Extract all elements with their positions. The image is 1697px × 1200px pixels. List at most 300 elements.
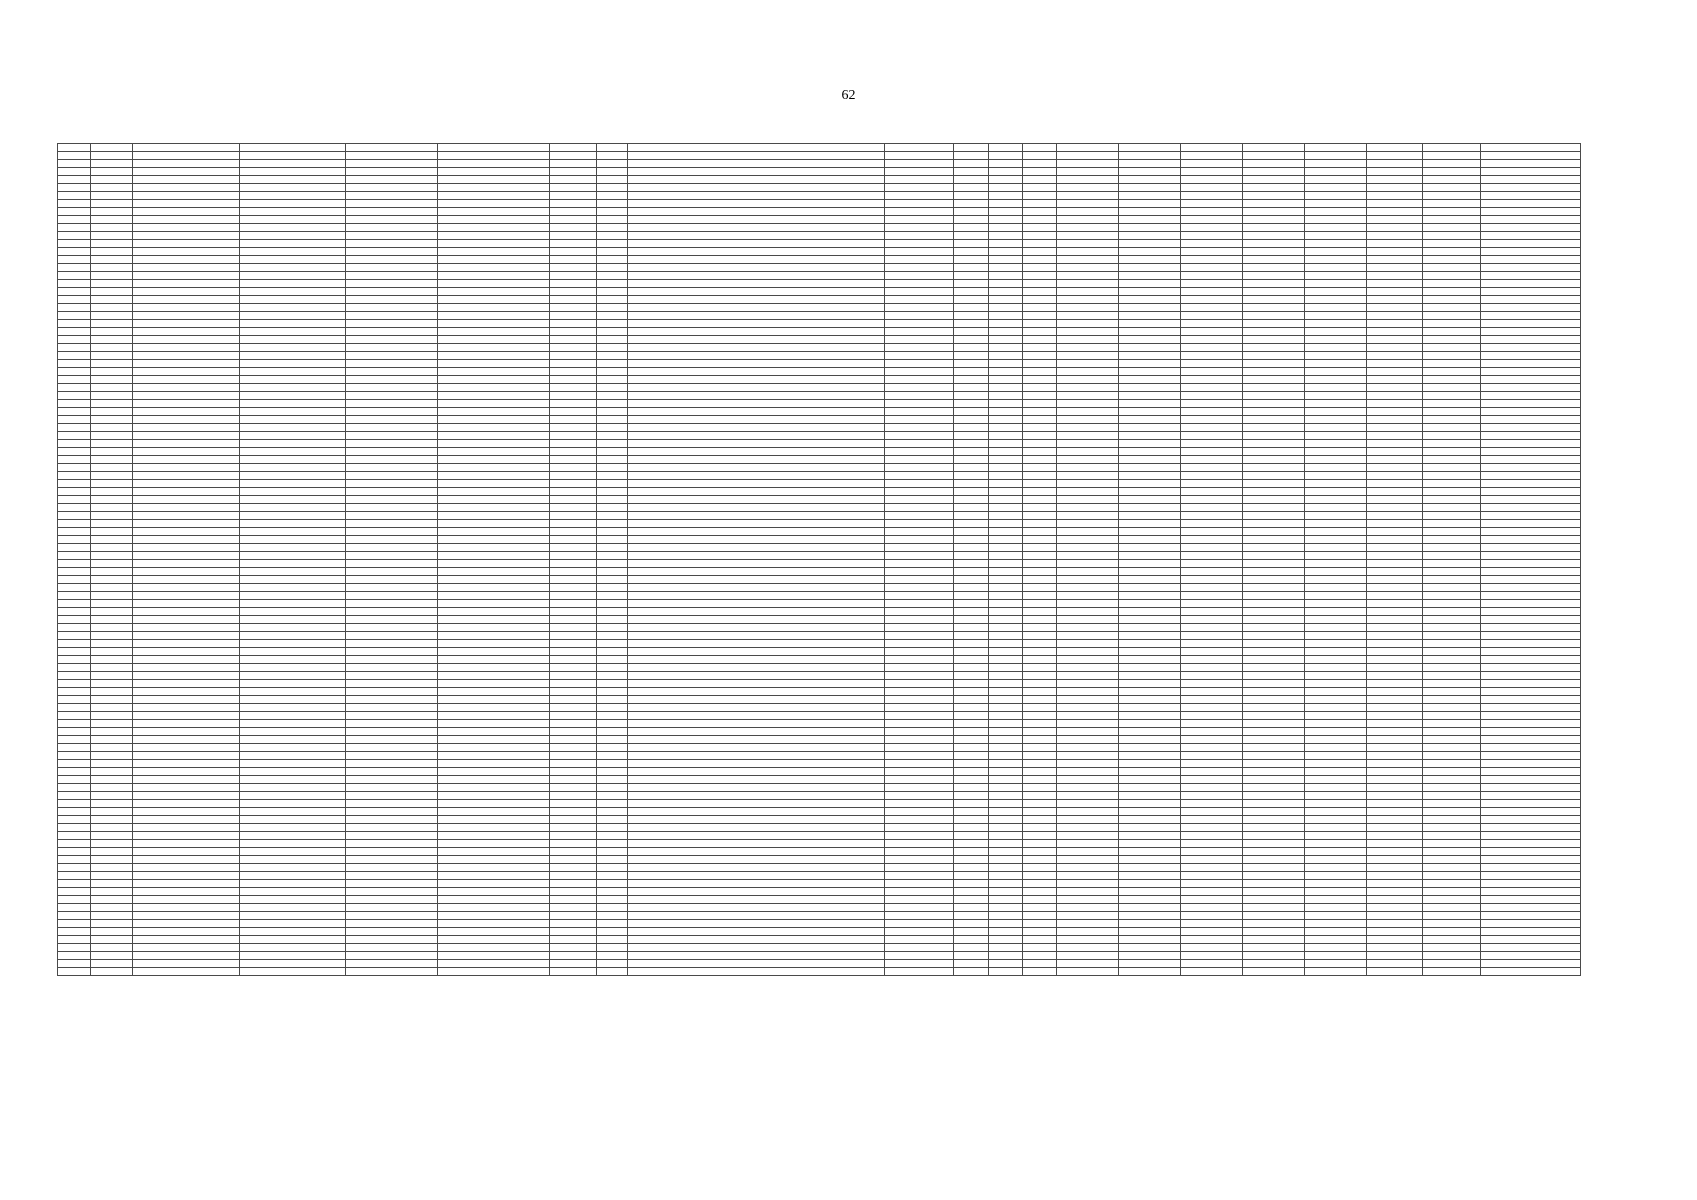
table-cell	[550, 704, 597, 712]
table-cell	[1367, 376, 1423, 384]
table-cell	[597, 584, 628, 592]
table-cell	[989, 896, 1023, 904]
table-cell	[1243, 760, 1305, 768]
table-cell	[1481, 376, 1581, 384]
table-cell	[240, 800, 346, 808]
table-cell	[1181, 296, 1243, 304]
table-cell	[1181, 968, 1243, 976]
table-cell	[628, 496, 885, 504]
table-cell	[1023, 344, 1057, 352]
table-cell	[954, 896, 989, 904]
table-cell	[133, 248, 240, 256]
table-cell	[1057, 304, 1119, 312]
table-cell	[1057, 720, 1119, 728]
table-cell	[597, 840, 628, 848]
table-cell	[1119, 272, 1181, 280]
table-cell	[597, 960, 628, 968]
table-cell	[597, 144, 628, 152]
table-cell	[438, 336, 550, 344]
table-row	[58, 720, 1581, 728]
table-cell	[1367, 440, 1423, 448]
table-cell	[550, 232, 597, 240]
table-cell	[1243, 480, 1305, 488]
table-cell	[346, 712, 438, 720]
table-cell	[58, 896, 91, 904]
table-cell	[91, 776, 133, 784]
table-cell	[1119, 728, 1181, 736]
table-cell	[1119, 464, 1181, 472]
table-cell	[91, 584, 133, 592]
table-cell	[954, 344, 989, 352]
table-cell	[240, 824, 346, 832]
table-cell	[1481, 152, 1581, 160]
table-cell	[1243, 944, 1305, 952]
table-cell	[1057, 952, 1119, 960]
table-cell	[1057, 824, 1119, 832]
table-cell	[989, 680, 1023, 688]
table-cell	[1181, 528, 1243, 536]
table-cell	[58, 848, 91, 856]
table-cell	[1423, 640, 1481, 648]
table-cell	[438, 448, 550, 456]
table-cell	[1305, 840, 1367, 848]
table-cell	[240, 936, 346, 944]
table-cell	[1243, 656, 1305, 664]
table-cell	[1057, 208, 1119, 216]
table-cell	[989, 208, 1023, 216]
table-cell	[1243, 232, 1305, 240]
table-row	[58, 280, 1581, 288]
table-cell	[1023, 576, 1057, 584]
table-cell	[438, 968, 550, 976]
table-row	[58, 840, 1581, 848]
table-cell	[91, 848, 133, 856]
table-cell	[1181, 152, 1243, 160]
table-cell	[989, 808, 1023, 816]
table-row	[58, 400, 1581, 408]
table-cell	[58, 344, 91, 352]
table-cell	[438, 832, 550, 840]
table-cell	[954, 840, 989, 848]
table-cell	[91, 656, 133, 664]
table-cell	[133, 632, 240, 640]
table-cell	[346, 488, 438, 496]
table-cell	[628, 232, 885, 240]
table-cell	[58, 600, 91, 608]
table-row	[58, 920, 1581, 928]
table-cell	[346, 432, 438, 440]
table-cell	[1181, 232, 1243, 240]
table-cell	[954, 568, 989, 576]
table-cell	[1481, 264, 1581, 272]
table-cell	[1057, 456, 1119, 464]
table-cell	[1023, 640, 1057, 648]
table-cell	[1181, 288, 1243, 296]
table-cell	[91, 888, 133, 896]
table-cell	[438, 176, 550, 184]
table-cell	[58, 536, 91, 544]
table-cell	[1023, 872, 1057, 880]
table-cell	[133, 328, 240, 336]
table-cell	[628, 968, 885, 976]
table-cell	[346, 424, 438, 432]
table-cell	[438, 616, 550, 624]
table-cell	[91, 424, 133, 432]
table-cell	[550, 792, 597, 800]
table-cell	[240, 808, 346, 816]
table-cell	[1023, 496, 1057, 504]
table-cell	[1243, 536, 1305, 544]
table-cell	[1481, 312, 1581, 320]
table-cell	[1057, 568, 1119, 576]
table-cell	[954, 864, 989, 872]
table-cell	[1119, 432, 1181, 440]
table-cell	[1481, 872, 1581, 880]
table-cell	[1023, 368, 1057, 376]
table-cell	[1023, 560, 1057, 568]
table-cell	[885, 736, 954, 744]
table-cell	[91, 624, 133, 632]
table-cell	[1057, 528, 1119, 536]
table-cell	[240, 368, 346, 376]
table-cell	[1119, 408, 1181, 416]
table-cell	[1119, 528, 1181, 536]
table-cell	[954, 928, 989, 936]
table-cell	[1057, 144, 1119, 152]
table-cell	[240, 392, 346, 400]
table-cell	[954, 456, 989, 464]
table-cell	[954, 368, 989, 376]
table-cell	[58, 936, 91, 944]
table-cell	[550, 192, 597, 200]
table-cell	[1423, 424, 1481, 432]
table-cell	[133, 920, 240, 928]
table-cell	[1023, 440, 1057, 448]
table-cell	[91, 520, 133, 528]
table-cell	[954, 672, 989, 680]
table-cell	[438, 776, 550, 784]
table-cell	[1243, 176, 1305, 184]
table-cell	[1367, 552, 1423, 560]
table-cell	[1181, 760, 1243, 768]
table-cell	[628, 144, 885, 152]
table-cell	[58, 376, 91, 384]
table-cell	[1481, 240, 1581, 248]
table-cell	[1423, 528, 1481, 536]
table-cell	[1305, 616, 1367, 624]
table-cell	[989, 320, 1023, 328]
table-cell	[1305, 528, 1367, 536]
table-cell	[346, 224, 438, 232]
table-cell	[1181, 344, 1243, 352]
table-cell	[91, 432, 133, 440]
table-cell	[1367, 696, 1423, 704]
table-cell	[597, 576, 628, 584]
table-cell	[1243, 848, 1305, 856]
table-cell	[1305, 640, 1367, 648]
table-cell	[1119, 496, 1181, 504]
table-cell	[597, 504, 628, 512]
table-cell	[240, 336, 346, 344]
table-cell	[1367, 784, 1423, 792]
table-cell	[133, 144, 240, 152]
table-cell	[597, 680, 628, 688]
table-cell	[1181, 416, 1243, 424]
table-cell	[1423, 272, 1481, 280]
table-cell	[346, 304, 438, 312]
table-cell	[58, 328, 91, 336]
table-cell	[1057, 840, 1119, 848]
table-cell	[346, 448, 438, 456]
table-cell	[1481, 624, 1581, 632]
table-cell	[885, 520, 954, 528]
table-cell	[346, 328, 438, 336]
table-cell	[954, 952, 989, 960]
table-cell	[1023, 848, 1057, 856]
table-cell	[1181, 776, 1243, 784]
table-cell	[628, 952, 885, 960]
table-cell	[550, 864, 597, 872]
table-cell	[954, 480, 989, 488]
table-cell	[954, 960, 989, 968]
table-cell	[1481, 288, 1581, 296]
table-row	[58, 248, 1581, 256]
table-row	[58, 672, 1581, 680]
table-cell	[1305, 152, 1367, 160]
table-cell	[240, 448, 346, 456]
table-cell	[550, 352, 597, 360]
table-cell	[954, 536, 989, 544]
table-cell	[550, 184, 597, 192]
table-cell	[550, 408, 597, 416]
table-cell	[240, 512, 346, 520]
table-cell	[1481, 352, 1581, 360]
table-cell	[954, 312, 989, 320]
table-cell	[1181, 520, 1243, 528]
table-cell	[1423, 520, 1481, 528]
table-cell	[1423, 664, 1481, 672]
table-cell	[597, 496, 628, 504]
table-cell	[438, 728, 550, 736]
table-cell	[597, 720, 628, 728]
table-cell	[346, 800, 438, 808]
table-cell	[58, 552, 91, 560]
table-cell	[1367, 960, 1423, 968]
table-cell	[885, 416, 954, 424]
table-cell	[885, 456, 954, 464]
table-cell	[91, 840, 133, 848]
table-cell	[597, 152, 628, 160]
table-cell	[91, 832, 133, 840]
table-cell	[954, 968, 989, 976]
table-cell	[1057, 608, 1119, 616]
table-cell	[1023, 632, 1057, 640]
table-cell	[1305, 456, 1367, 464]
table-cell	[1181, 504, 1243, 512]
table-cell	[989, 848, 1023, 856]
table-cell	[346, 792, 438, 800]
table-cell	[1023, 528, 1057, 536]
table-cell	[240, 296, 346, 304]
table-cell	[597, 176, 628, 184]
table-cell	[91, 952, 133, 960]
table-cell	[628, 648, 885, 656]
table-cell	[133, 240, 240, 248]
table-cell	[550, 456, 597, 464]
table-cell	[989, 352, 1023, 360]
table-cell	[133, 288, 240, 296]
table-cell	[989, 600, 1023, 608]
table-cell	[58, 200, 91, 208]
table-cell	[438, 600, 550, 608]
table-cell	[240, 872, 346, 880]
table-cell	[628, 688, 885, 696]
table-cell	[597, 736, 628, 744]
table-cell	[133, 392, 240, 400]
table-cell	[1057, 520, 1119, 528]
table-row	[58, 832, 1581, 840]
table-cell	[133, 760, 240, 768]
table-cell	[628, 488, 885, 496]
table-cell	[954, 360, 989, 368]
table-cell	[1367, 688, 1423, 696]
table-cell	[1181, 880, 1243, 888]
table-cell	[1057, 760, 1119, 768]
table-cell	[989, 632, 1023, 640]
table-cell	[91, 760, 133, 768]
table-cell	[438, 568, 550, 576]
table-cell	[550, 680, 597, 688]
table-cell	[1305, 240, 1367, 248]
table-cell	[346, 152, 438, 160]
table-cell	[885, 912, 954, 920]
table-cell	[1481, 216, 1581, 224]
table-cell	[240, 928, 346, 936]
table-cell	[1367, 448, 1423, 456]
table-cell	[1367, 400, 1423, 408]
table-cell	[58, 304, 91, 312]
table-cell	[1243, 632, 1305, 640]
table-cell	[1367, 272, 1423, 280]
table-cell	[1023, 432, 1057, 440]
table-cell	[1423, 944, 1481, 952]
table-cell	[91, 816, 133, 824]
table-cell	[989, 872, 1023, 880]
table-cell	[1023, 176, 1057, 184]
table-cell	[1119, 824, 1181, 832]
table-cell	[550, 568, 597, 576]
table-cell	[989, 520, 1023, 528]
table-cell	[133, 216, 240, 224]
table-cell	[1023, 168, 1057, 176]
table-cell	[346, 616, 438, 624]
table-cell	[438, 536, 550, 544]
table-cell	[240, 576, 346, 584]
table-cell	[1023, 792, 1057, 800]
table-cell	[1243, 392, 1305, 400]
table-cell	[628, 936, 885, 944]
table-cell	[628, 640, 885, 648]
table-cell	[1057, 192, 1119, 200]
table-cell	[1481, 456, 1581, 464]
table-cell	[91, 528, 133, 536]
table-cell	[628, 720, 885, 728]
table-cell	[91, 960, 133, 968]
table-cell	[1181, 432, 1243, 440]
table-cell	[550, 272, 597, 280]
table-cell	[550, 768, 597, 776]
table-row	[58, 640, 1581, 648]
table-cell	[989, 304, 1023, 312]
table-cell	[597, 424, 628, 432]
table-cell	[550, 832, 597, 840]
table-cell	[1243, 904, 1305, 912]
table-cell	[597, 456, 628, 464]
table-gap-row	[58, 376, 1581, 384]
table-cell	[1481, 328, 1581, 336]
table-cell	[91, 608, 133, 616]
table-cell	[1481, 160, 1581, 168]
table-cell	[133, 448, 240, 456]
table-cell	[91, 328, 133, 336]
table-cell	[133, 496, 240, 504]
table-cell	[1423, 184, 1481, 192]
table-cell	[1119, 912, 1181, 920]
table-cell	[989, 336, 1023, 344]
table-cell	[597, 872, 628, 880]
table-cell	[1023, 248, 1057, 256]
table-row	[58, 768, 1581, 776]
table-cell	[133, 576, 240, 584]
table-cell	[885, 824, 954, 832]
table-cell	[91, 904, 133, 912]
table-cell	[1119, 584, 1181, 592]
registry-body	[58, 144, 1581, 976]
table-cell	[989, 248, 1023, 256]
table-cell	[91, 512, 133, 520]
table-cell	[628, 656, 885, 664]
table-cell	[885, 896, 954, 904]
table-cell	[597, 464, 628, 472]
table-cell	[1423, 352, 1481, 360]
table-cell	[885, 808, 954, 816]
table-cell	[597, 800, 628, 808]
table-cell	[1181, 888, 1243, 896]
table-cell	[1057, 480, 1119, 488]
table-cell	[989, 920, 1023, 928]
table-cell	[1481, 864, 1581, 872]
table-cell	[1023, 824, 1057, 832]
table-cell	[954, 264, 989, 272]
table-cell	[954, 448, 989, 456]
table-cell	[989, 376, 1023, 384]
table-cell	[240, 944, 346, 952]
table-cell	[1119, 520, 1181, 528]
table-cell	[1305, 816, 1367, 824]
table-cell	[989, 392, 1023, 400]
table-cell	[1181, 456, 1243, 464]
table-cell	[597, 544, 628, 552]
table-cell	[346, 464, 438, 472]
table-cell	[1305, 176, 1367, 184]
table-cell	[1119, 720, 1181, 728]
table-row	[58, 648, 1581, 656]
table-cell	[628, 328, 885, 336]
table-row	[58, 528, 1581, 536]
table-row	[58, 176, 1581, 184]
table-cell	[1423, 616, 1481, 624]
table-cell	[1057, 656, 1119, 664]
